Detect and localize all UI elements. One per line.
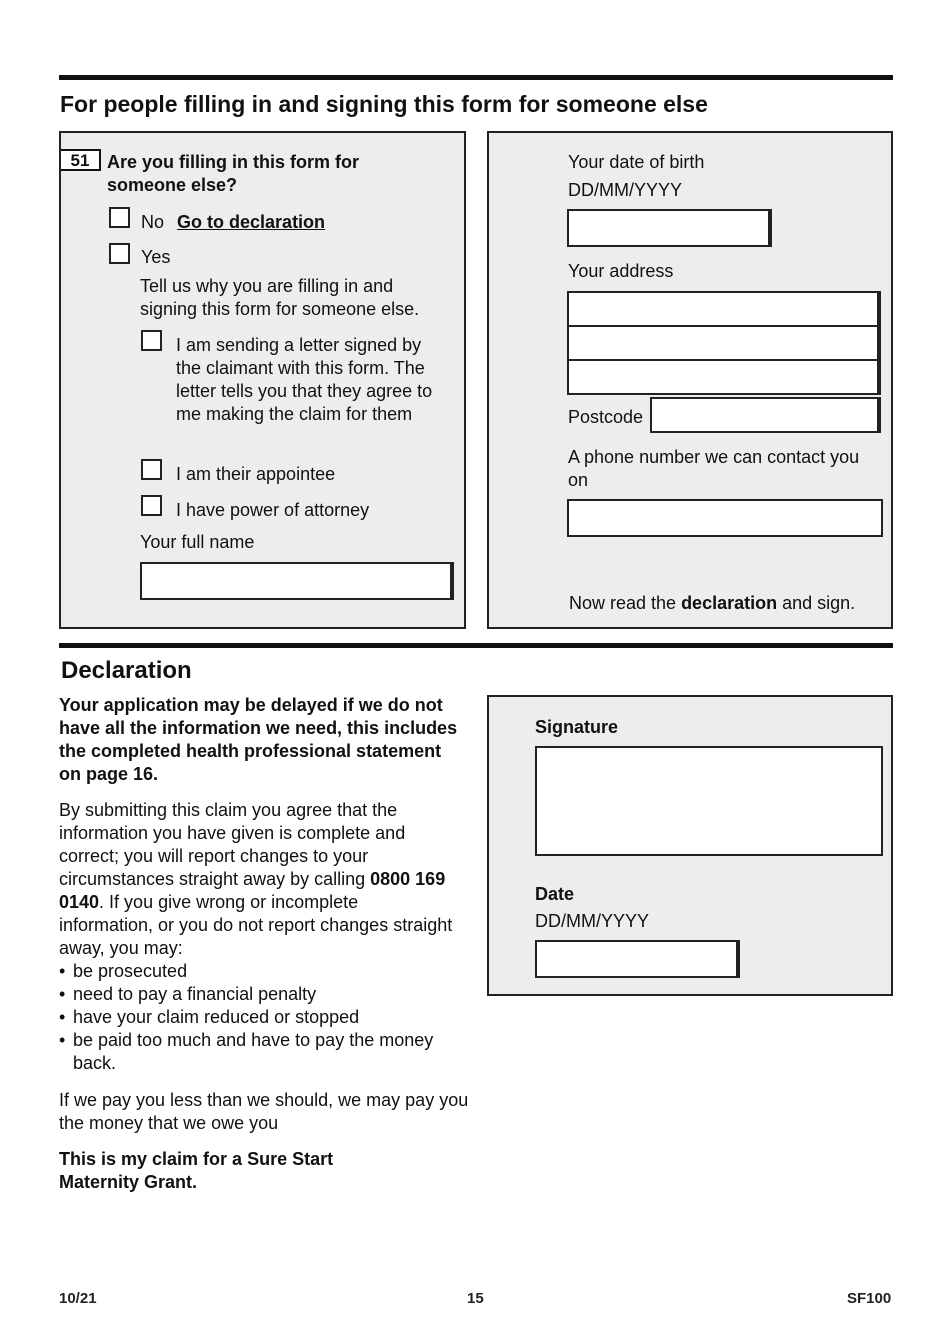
phone-input[interactable] [567,499,883,537]
phone-label: A phone number we can contact you on [568,447,860,490]
section-heading-someone-else: For people filling in and signing this form for someone else [60,91,708,117]
section-divider-declaration [59,643,893,648]
reason-appointee-label: I am their appointee [176,464,336,484]
full-name-input[interactable] [140,562,454,600]
checkbox-letter[interactable] [141,330,162,351]
reason-attorney-label: I have power of attorney [176,500,370,520]
footer-date-code: 10/21 [59,1290,97,1307]
declaration-warning: Your application may be delayed if we do not have all the information we need, this includes the completed health professional statement on page 16. [59,695,458,784]
checkbox-attorney[interactable] [141,495,162,516]
signature-label: Signature [535,717,619,737]
postcode-input[interactable] [650,397,881,433]
checkbox-yes[interactable] [109,243,130,264]
address-line-2[interactable] [567,325,881,361]
claim-statement: This is my claim for a Sure Start Maternity Grant. [59,1149,334,1192]
dob-label: Your date of birth [568,152,705,172]
full-name-label: Your full name [140,532,255,552]
option-yes-label: Yes [141,247,171,267]
signature-panel [487,695,893,996]
question-text: Are you filling in this form for someone else? [107,152,359,195]
checkbox-no[interactable] [109,207,130,228]
signature-box[interactable] [535,746,883,856]
list-item: • be prosecuted [59,960,454,983]
checkbox-appointee[interactable] [141,459,162,480]
consequences-list [59,960,454,1075]
go-to-declaration-link[interactable]: Go to declaration [177,212,326,232]
signature-date-input[interactable] [535,940,740,978]
postcode-label: Postcode [568,407,644,427]
dob-format: DD/MM/YYYY [568,180,683,200]
footer-form-code: SF100 [847,1290,892,1307]
question-number: 51 [61,149,101,171]
list-item: • need to pay a financial penalty [59,983,454,1006]
address-label: Your address [568,261,674,281]
yes-instruction: Tell us why you are filling in and signing this form for someone else. [140,276,420,319]
declaration-body: By submitting this claim you agree that the information you have given is complete and correct; you will report changes to your circumstances straight away by calling 0800 169 0140. If you give wrong or incomplete information, or you do not report changes straight away, you may: [59,800,453,958]
question-51-panel [59,131,466,629]
dob-input[interactable] [567,209,772,247]
date-label: Date [535,884,575,904]
underpayment-note: If we pay you less than we should, we may pay you the money that we owe you [59,1090,469,1133]
section-divider-top [59,75,893,80]
list-item: • be paid too much and have to pay the money back. [59,1029,454,1075]
date-format: DD/MM/YYYY [535,911,650,931]
address-line-3[interactable] [567,359,881,395]
applicant-details-panel [487,131,893,629]
option-no-label: No Go to declaration [141,212,326,232]
address-line-1[interactable] [567,291,881,327]
page-number: 15 [467,1290,484,1307]
reason-letter-label: I am sending a letter signed by the claimant with this form. The letter tells you that they agree to me making the claim for them [176,335,433,424]
list-item: • have your claim reduced or stopped [59,1006,454,1029]
read-declaration-note: Now read the declaration and sign. [569,593,856,613]
declaration-heading: Declaration [61,657,192,684]
